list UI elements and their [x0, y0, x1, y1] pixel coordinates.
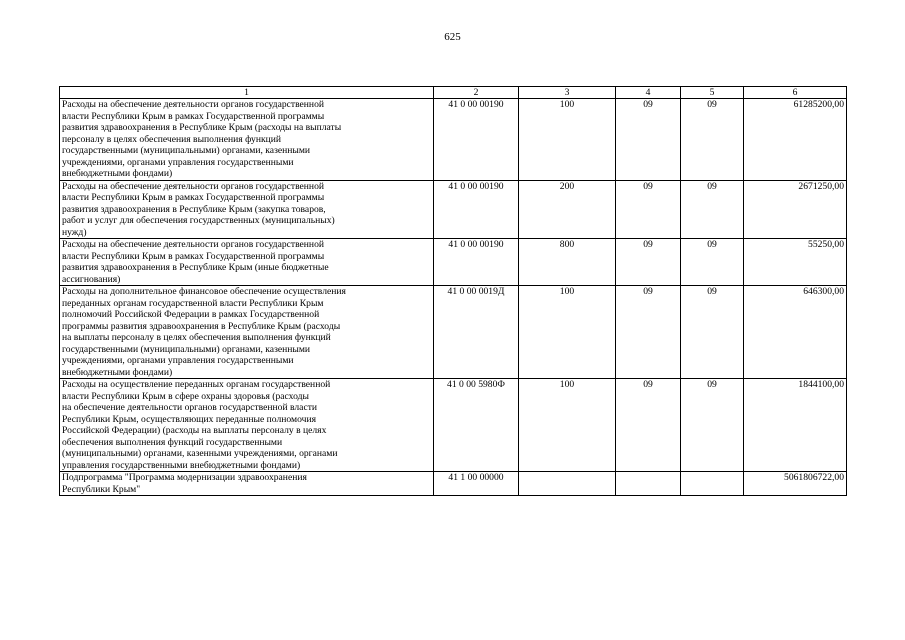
row-name-cell: [60, 99, 434, 181]
row-col4-cell: [616, 472, 681, 496]
row-code-cell: 41 0 00 00190: [434, 99, 519, 181]
row-col5-cell: [681, 472, 744, 496]
row-code-cell: 41 1 00 00000: [434, 472, 519, 496]
header-row: [60, 87, 847, 99]
row-amount-cell: 1844100,00: [744, 379, 847, 472]
row-code-cell: 41 0 00 00190: [434, 239, 519, 286]
header-col-1: 1: [60, 87, 434, 99]
row-name-cell: [60, 379, 434, 472]
row-amount-cell: 2671250,00: [744, 180, 847, 239]
row-col5-cell: 09: [681, 286, 744, 379]
row-name-cell: [60, 180, 434, 239]
header-col-3: 3: [519, 87, 616, 99]
row-col3-cell: 800: [519, 239, 616, 286]
header-col-2: 2: [434, 87, 519, 99]
row-col3-cell: [519, 472, 616, 496]
page-number: 625: [444, 31, 461, 43]
table-row: [60, 239, 847, 286]
row-name-text: Расходы на обеспечение деятельности органов государственной власти Республики Крым в рамках Государственной программы развития здравоохранения в Республике Крым (иные бюджетные ассигнования): [62, 239, 329, 285]
row-col3-cell: 100: [519, 99, 616, 181]
row-code-cell: 41 0 00 5980Ф: [434, 379, 519, 472]
row-col4-cell: 09: [616, 379, 681, 472]
table-row: [60, 472, 847, 496]
row-col5-cell: 09: [681, 180, 744, 239]
row-name-text: Расходы на дополнительное финансовое обеспечение осуществления переданных органам государственной власти Республики Крым полномочий Российской Федерации в рамках Государственной программы развития здравоохранения в Республике Крым (расходы на выплаты персоналу в целях обеспечения выполнения функций государственными (муниципальными) органами, казенными учреждениями, органами управления государственными внебюджетными фондами): [62, 286, 346, 378]
row-col4-cell: 09: [616, 180, 681, 239]
row-name-cell: [60, 286, 434, 379]
row-code-cell: 41 0 00 0019Д: [434, 286, 519, 379]
row-col5-cell: 09: [681, 239, 744, 286]
header-col-6: 6: [744, 87, 847, 99]
row-col5-cell: 09: [681, 99, 744, 181]
row-name-cell: [60, 239, 434, 286]
row-amount-cell: 5061806722,00: [744, 472, 847, 496]
row-name-text: Подпрограмма "Программа модернизации здравоохранения Республики Крым": [62, 472, 307, 495]
row-name-text: Расходы на обеспечение деятельности органов государственной власти Республики Крым в рамках Государственной программы развития здравоохранения в Республике Крым (расходы на выплаты персоналу в целях обеспечения выполнения функций государственными (муниципальными) органами, казенными учреждениями, органами управления государственными внебюджетными фондами): [62, 99, 342, 179]
row-name-text: Расходы на осуществление переданных органам государственной власти Республики Крым в сфере охраны здоровья (расходы на обеспечение деятельности органов государственной власти Республики Крым, осуществляющих переданные полномочия Российской Федерации) (расходы на выплаты персоналу в целях обеспечения выполнения функций государственными (муниципальными) органами, казенными учреждениями, органами управления государственными внебюджетными фондами): [62, 379, 338, 471]
row-col5-cell: 09: [681, 379, 744, 472]
table-row: [60, 379, 847, 472]
row-col3-cell: 200: [519, 180, 616, 239]
table-row: [60, 180, 847, 239]
row-amount-cell: 55250,00: [744, 239, 847, 286]
row-amount-cell: 61285200,00: [744, 99, 847, 181]
header-col-4: 4: [616, 87, 681, 99]
table-row: [60, 286, 847, 379]
row-col4-cell: 09: [616, 286, 681, 379]
row-code-cell: 41 0 00 00190: [434, 180, 519, 239]
row-amount-cell: 646300,00: [744, 286, 847, 379]
header-col-5: 5: [681, 87, 744, 99]
row-name-text: Расходы на обеспечение деятельности органов государственной власти Республики Крым в рамках Государственной программы развития здравоохранения в Республике Крым (закупка товаров, работ и услуг для обеспечения государственных (муниципальных) нужд): [62, 180, 335, 238]
row-col4-cell: 09: [616, 99, 681, 181]
row-name-cell: [60, 472, 434, 496]
row-col3-cell: 100: [519, 379, 616, 472]
table-row: [60, 99, 847, 181]
budget-table: [59, 86, 847, 496]
row-col4-cell: 09: [616, 239, 681, 286]
row-col3-cell: 100: [519, 286, 616, 379]
